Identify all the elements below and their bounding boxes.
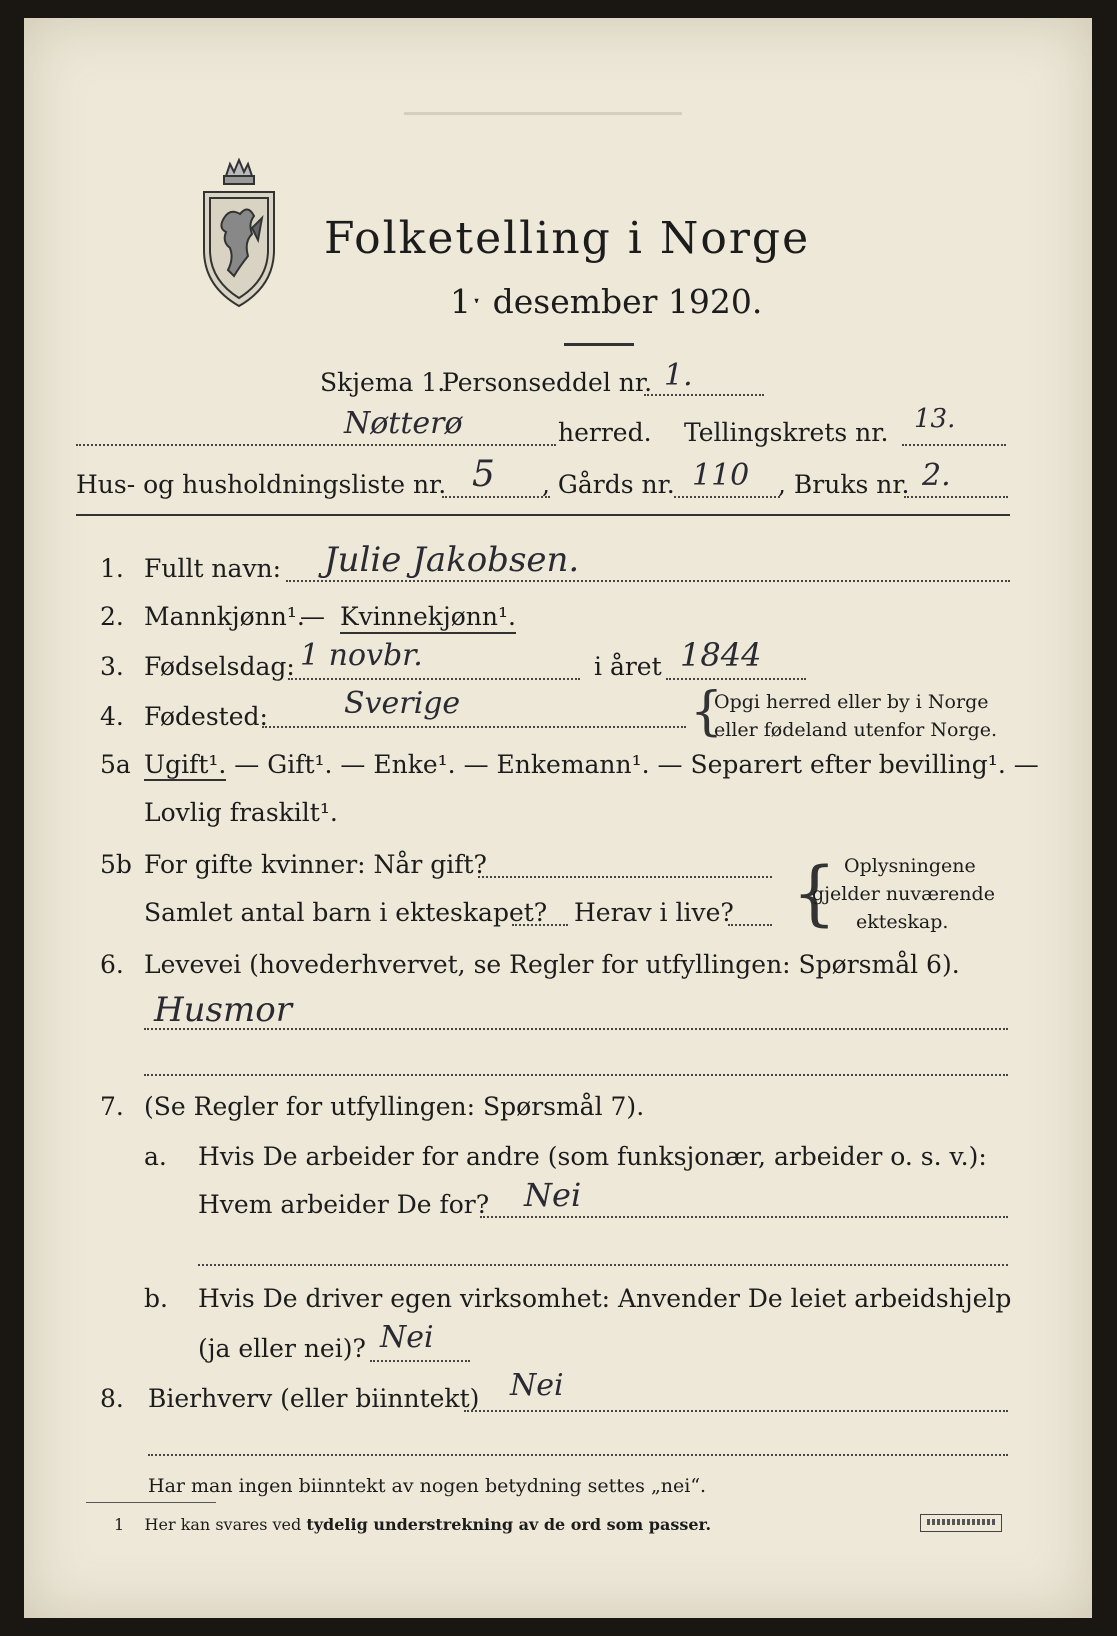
q3-number: 3. xyxy=(100,652,124,681)
q6-line2[interactable] xyxy=(144,1074,1008,1076)
q5b-number: 5b xyxy=(100,850,132,879)
q1-line xyxy=(286,580,1010,582)
q4-note-line1: Opgi herred eller by i Norge xyxy=(714,691,989,713)
personseddel-label: Personseddel nr. xyxy=(442,368,653,397)
q7a-line1 xyxy=(480,1216,1008,1218)
q4-number: 4. xyxy=(100,702,124,731)
q5b-note-line1: Oplysningene xyxy=(844,855,976,877)
q5a-ugift-underlined[interactable]: Ugift¹. xyxy=(144,750,227,779)
q8-line2[interactable] xyxy=(148,1454,1008,1456)
gards-line xyxy=(674,496,780,498)
q5b-barn-line[interactable] xyxy=(512,924,568,926)
header-separator xyxy=(76,514,1010,516)
q5b-note-line2: gjelder nuværende xyxy=(812,883,995,905)
q5a-lovlig-fraskilt[interactable]: Lovlig fraskilt¹. xyxy=(144,798,338,827)
q3-label: Fødselsdag: xyxy=(144,652,295,681)
footnote-mark: 1 xyxy=(114,1515,125,1534)
footer-note: Har man ingen biinntekt av nogen betydning settes „nei“. xyxy=(148,1475,707,1497)
q7-label: (Se Regler for utfyllingen: Spørsmål 7). xyxy=(144,1092,645,1121)
q7-number: 7. xyxy=(100,1092,124,1121)
herred-label: herred. xyxy=(558,418,652,447)
q5b-i-live-label: Herav i live? xyxy=(574,898,734,927)
gards-label: , Gårds nr. xyxy=(542,470,675,499)
schema-label: Skjema 1. xyxy=(320,368,446,397)
bleed-through-text: ▔▔▔▔▔▔▔▔▔▔▔▔▔▔▔▔▔▔▔ xyxy=(404,113,682,135)
q2-mannkjonn[interactable]: Mannkjønn¹. xyxy=(144,602,305,631)
q1-number: 1. xyxy=(100,554,124,583)
q5a-statuses xyxy=(144,750,1039,780)
title-divider xyxy=(564,343,634,346)
q8-line1 xyxy=(464,1410,1008,1412)
q2-kvinnekjonn-underlined[interactable]: Kvinnekjønn¹. xyxy=(340,602,516,634)
q3-year-label: i året xyxy=(594,652,662,681)
q5a-other-statuses[interactable]: — Gift¹. — Enke¹. — Enkemann¹. — Separert efter bevilling¹. — xyxy=(226,750,1039,779)
husholdning-line xyxy=(442,496,550,498)
q6-number: 6. xyxy=(100,950,124,979)
q7a-value[interactable]: Nei xyxy=(524,1176,582,1214)
q7b-value[interactable]: Nei xyxy=(380,1320,434,1355)
q8-value[interactable]: Nei xyxy=(510,1368,564,1403)
husholdning-label: Hus- og husholdningsliste nr. xyxy=(76,470,447,499)
q8-label: Bierhverv (eller biinntekt) xyxy=(148,1384,480,1413)
q7b-question: Hvis De driver egen virksomhet: Anvender De leiet arbeidshjelp xyxy=(198,1284,1012,1313)
q7a-hvem-label: Hvem arbeider De for? xyxy=(198,1190,490,1219)
census-form-page xyxy=(24,18,1092,1618)
personseddel-line xyxy=(644,394,764,396)
q7a-question: Hvis De arbeider for andre (som funksjonær, arbeider o. s. v.): xyxy=(198,1142,987,1171)
q5b-brace: { xyxy=(792,852,837,934)
q5b-nar-gift-line[interactable] xyxy=(478,876,772,878)
q1-label: Fullt navn: xyxy=(144,554,282,583)
q6-label: Levevei (hovederhvervet, se Regler for utfyllingen: Spørsmål 6). xyxy=(144,950,960,979)
footnote xyxy=(114,1514,711,1536)
bruks-value[interactable]: 2. xyxy=(922,458,951,493)
husholdning-value[interactable]: 5 xyxy=(472,454,495,495)
q7b-ja-nei-label: (ja eller nei)? xyxy=(198,1334,366,1363)
q3-date-line xyxy=(288,678,580,680)
q5b-note-line3: ekteskap. xyxy=(856,911,949,933)
herred-line xyxy=(76,444,556,446)
tellingskrets-value[interactable]: 13. xyxy=(914,404,956,434)
q8-number: 8. xyxy=(100,1384,124,1413)
herred-value[interactable]: Nøtterø xyxy=(344,406,463,441)
census-date: 1ˑ desember 1920. xyxy=(450,282,763,321)
q7a-number: a. xyxy=(144,1142,167,1171)
printer-stamp-icon xyxy=(920,1514,1002,1532)
q4-line xyxy=(262,726,686,728)
q2-separator: — xyxy=(300,602,325,631)
q3-year-value[interactable]: 1844 xyxy=(680,636,762,674)
q4-brace: { xyxy=(690,682,724,742)
footnote-rule xyxy=(86,1502,216,1503)
q7b-number: b. xyxy=(144,1284,168,1313)
q3-year-line xyxy=(666,678,806,680)
bruks-label: , Bruks nr. xyxy=(778,470,910,499)
q6-line1 xyxy=(144,1028,1008,1030)
q7b-line xyxy=(370,1360,470,1362)
q5b-i-live-line[interactable] xyxy=(728,924,772,926)
coat-of-arms-icon xyxy=(196,158,282,310)
q4-fodested-value[interactable]: Sverige xyxy=(344,686,461,721)
q5b-nar-gift-label: For gifte kvinner: Når gift? xyxy=(144,850,487,879)
tellingskrets-line xyxy=(902,444,1006,446)
tellingskrets-label: Tellingskrets nr. xyxy=(684,418,889,447)
q6-levevei-value[interactable]: Husmor xyxy=(154,990,292,1030)
q5a-number: 5a xyxy=(100,750,131,779)
form-title: Folketelling i Norge xyxy=(324,213,811,264)
footnote-text-a: Her kan svares ved xyxy=(144,1515,307,1534)
q5b-barn-label: Samlet antal barn i ekteskapet? xyxy=(144,898,548,927)
q3-fodselsdag-value[interactable]: 1 novbr. xyxy=(300,638,423,673)
q4-note-line2: eller fødeland utenfor Norge. xyxy=(714,719,998,741)
bruks-line xyxy=(904,496,1008,498)
q4-label: Fødested: xyxy=(144,702,268,731)
footnote-text-b: tydelig understrekning av de ord som passer. xyxy=(306,1515,712,1534)
personseddel-value[interactable]: 1. xyxy=(664,358,693,393)
q7a-line2[interactable] xyxy=(198,1264,1008,1266)
gards-value[interactable]: 110 xyxy=(692,458,750,493)
q2-number: 2. xyxy=(100,602,124,631)
q1-value-fullt-navn[interactable]: Julie Jakobsen. xyxy=(324,540,580,580)
